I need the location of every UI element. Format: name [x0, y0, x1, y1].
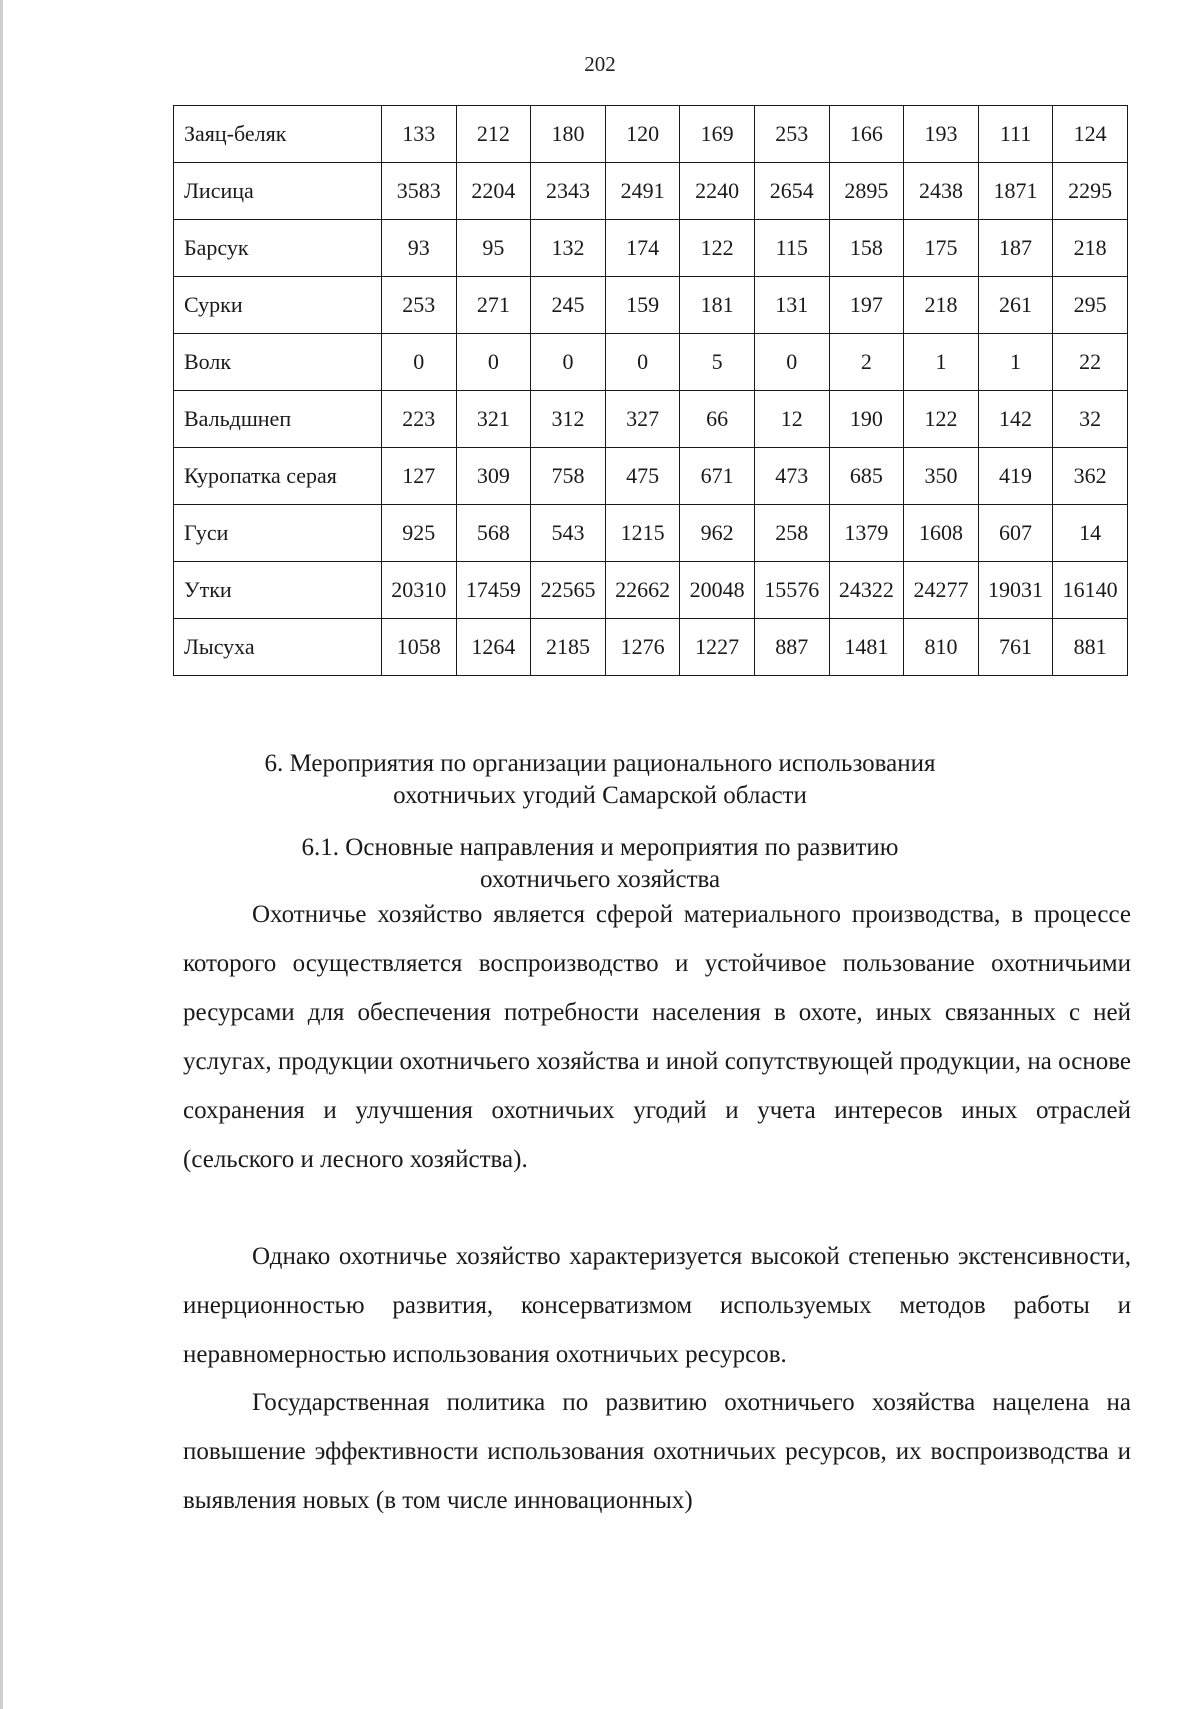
value-cell: 271: [456, 277, 531, 334]
value-cell: 169: [680, 106, 755, 163]
value-cell: 223: [382, 391, 457, 448]
value-cell: 122: [680, 220, 755, 277]
value-cell: 475: [605, 448, 680, 505]
value-cell: 131: [754, 277, 829, 334]
value-cell: 321: [456, 391, 531, 448]
section-heading-line-1: 6. Мероприятия по организации рационального использования: [264, 750, 936, 777]
value-cell: 20310: [382, 562, 457, 619]
value-cell: 810: [904, 619, 979, 676]
value-cell: 132: [531, 220, 606, 277]
value-cell: 218: [1053, 220, 1128, 277]
value-cell: 2895: [829, 163, 904, 220]
subsection-heading-line-2: охотничьего хозяйства: [479, 866, 721, 893]
species-name-cell: Волк: [174, 334, 382, 391]
page-number: 202: [584, 52, 616, 76]
value-cell: 568: [456, 505, 531, 562]
value-cell: 24277: [904, 562, 979, 619]
value-cell: 2185: [531, 619, 606, 676]
value-cell: 166: [829, 106, 904, 163]
value-cell: 16140: [1053, 562, 1128, 619]
value-cell: 1: [904, 334, 979, 391]
value-cell: 1: [978, 334, 1053, 391]
value-cell: 0: [382, 334, 457, 391]
value-cell: 362: [1053, 448, 1128, 505]
value-cell: 120: [605, 106, 680, 163]
value-cell: 309: [456, 448, 531, 505]
species-name-cell: Куропатка серая: [174, 448, 382, 505]
value-cell: 2240: [680, 163, 755, 220]
value-cell: 258: [754, 505, 829, 562]
value-cell: 881: [1053, 619, 1128, 676]
value-cell: 133: [382, 106, 457, 163]
value-cell: 758: [531, 448, 606, 505]
value-cell: 2: [829, 334, 904, 391]
value-cell: 174: [605, 220, 680, 277]
value-cell: 2438: [904, 163, 979, 220]
value-cell: 95: [456, 220, 531, 277]
value-cell: 20048: [680, 562, 755, 619]
value-cell: 0: [605, 334, 680, 391]
table-row: [174, 562, 1128, 619]
value-cell: 312: [531, 391, 606, 448]
value-cell: 261: [978, 277, 1053, 334]
value-cell: 175: [904, 220, 979, 277]
value-cell: 1379: [829, 505, 904, 562]
value-cell: 253: [754, 106, 829, 163]
value-cell: 124: [1053, 106, 1128, 163]
value-cell: 1608: [904, 505, 979, 562]
value-cell: 3583: [382, 163, 457, 220]
value-cell: 962: [680, 505, 755, 562]
subsection-heading: [0, 832, 1200, 896]
table-row: [174, 448, 1128, 505]
harvest-table: [173, 105, 1128, 676]
value-cell: 212: [456, 106, 531, 163]
species-name-cell: Вальдшнеп: [174, 391, 382, 448]
value-cell: 187: [978, 220, 1053, 277]
value-cell: 2204: [456, 163, 531, 220]
value-cell: 473: [754, 448, 829, 505]
value-cell: 17459: [456, 562, 531, 619]
value-cell: 122: [904, 391, 979, 448]
paragraph-3: Государственная политика по развитию охотничьего хозяйства нацелена на повышение эффективности использования охотничьих ресурсов, их воспроизводства и выявления новых (в том числе инновационных): [183, 1389, 1131, 1514]
paragraph-2: Однако охотничье хозяйство характеризуется высокой степенью экстенсивности, инерционностью развития, консерватизмом используемых методов работы и неравномерностью использования охотничьих ресурсов.: [183, 1243, 1131, 1368]
value-cell: 2295: [1053, 163, 1128, 220]
value-cell: 295: [1053, 277, 1128, 334]
species-name-cell: Сурки: [174, 277, 382, 334]
value-cell: 1871: [978, 163, 1053, 220]
table-row: [174, 106, 1128, 163]
value-cell: 1227: [680, 619, 755, 676]
section-heading-line-2: охотничьих угодий Самарской области: [393, 782, 807, 809]
value-cell: 180: [531, 106, 606, 163]
value-cell: 197: [829, 277, 904, 334]
value-cell: 159: [605, 277, 680, 334]
table-body: [174, 106, 1128, 676]
value-cell: 12: [754, 391, 829, 448]
value-cell: 93: [382, 220, 457, 277]
value-cell: 327: [605, 391, 680, 448]
value-cell: 1058: [382, 619, 457, 676]
value-cell: 142: [978, 391, 1053, 448]
value-cell: 253: [382, 277, 457, 334]
species-name-cell: Заяц-беляк: [174, 106, 382, 163]
value-cell: 685: [829, 448, 904, 505]
value-cell: 0: [754, 334, 829, 391]
value-cell: 14: [1053, 505, 1128, 562]
value-cell: 2654: [754, 163, 829, 220]
value-cell: 671: [680, 448, 755, 505]
value-cell: 22662: [605, 562, 680, 619]
table-row: [174, 163, 1128, 220]
value-cell: 350: [904, 448, 979, 505]
value-cell: 925: [382, 505, 457, 562]
value-cell: 181: [680, 277, 755, 334]
value-cell: 761: [978, 619, 1053, 676]
value-cell: 15576: [754, 562, 829, 619]
value-cell: 193: [904, 106, 979, 163]
table-row: [174, 220, 1128, 277]
value-cell: 66: [680, 391, 755, 448]
value-cell: 127: [382, 448, 457, 505]
value-cell: 19031: [978, 562, 1053, 619]
table-row: [174, 277, 1128, 334]
table-row: [174, 391, 1128, 448]
value-cell: 218: [904, 277, 979, 334]
value-cell: 22: [1053, 334, 1128, 391]
value-cell: 2491: [605, 163, 680, 220]
species-name-cell: Барсук: [174, 220, 382, 277]
species-name-cell: Утки: [174, 562, 382, 619]
value-cell: 24322: [829, 562, 904, 619]
table-row: [174, 334, 1128, 391]
species-name-cell: Лисица: [174, 163, 382, 220]
value-cell: 1276: [605, 619, 680, 676]
value-cell: 1481: [829, 619, 904, 676]
value-cell: 22565: [531, 562, 606, 619]
table-row: [174, 505, 1128, 562]
section-heading: [0, 748, 1200, 812]
species-name-cell: Лысуха: [174, 619, 382, 676]
value-cell: 887: [754, 619, 829, 676]
value-cell: 1215: [605, 505, 680, 562]
paragraph-1: Охотничье хозяйство является сферой материального производства, в процессе которого осуществляется воспроизводство и устойчивое пользование охотничьими ресурсами для обеспечения потребности населения в охоте, иных связанных с ней услугах, продукции охотничьего хозяйства и иной сопутствующей продукции, на основе сохранения и улучшения охотничьих угодий и учета интересов иных отраслей (сельского и лесного хозяйства).: [183, 901, 1131, 1173]
value-cell: 245: [531, 277, 606, 334]
value-cell: 0: [456, 334, 531, 391]
value-cell: 2343: [531, 163, 606, 220]
species-name-cell: Гуси: [174, 505, 382, 562]
value-cell: 190: [829, 391, 904, 448]
value-cell: 419: [978, 448, 1053, 505]
value-cell: 0: [531, 334, 606, 391]
value-cell: 115: [754, 220, 829, 277]
value-cell: 607: [978, 505, 1053, 562]
value-cell: 1264: [456, 619, 531, 676]
value-cell: 32: [1053, 391, 1128, 448]
value-cell: 543: [531, 505, 606, 562]
table-row: [174, 619, 1128, 676]
value-cell: 5: [680, 334, 755, 391]
subsection-heading-line-1: 6.1. Основные направления и мероприятия по развитию: [301, 834, 899, 861]
value-cell: 111: [978, 106, 1053, 163]
value-cell: 158: [829, 220, 904, 277]
